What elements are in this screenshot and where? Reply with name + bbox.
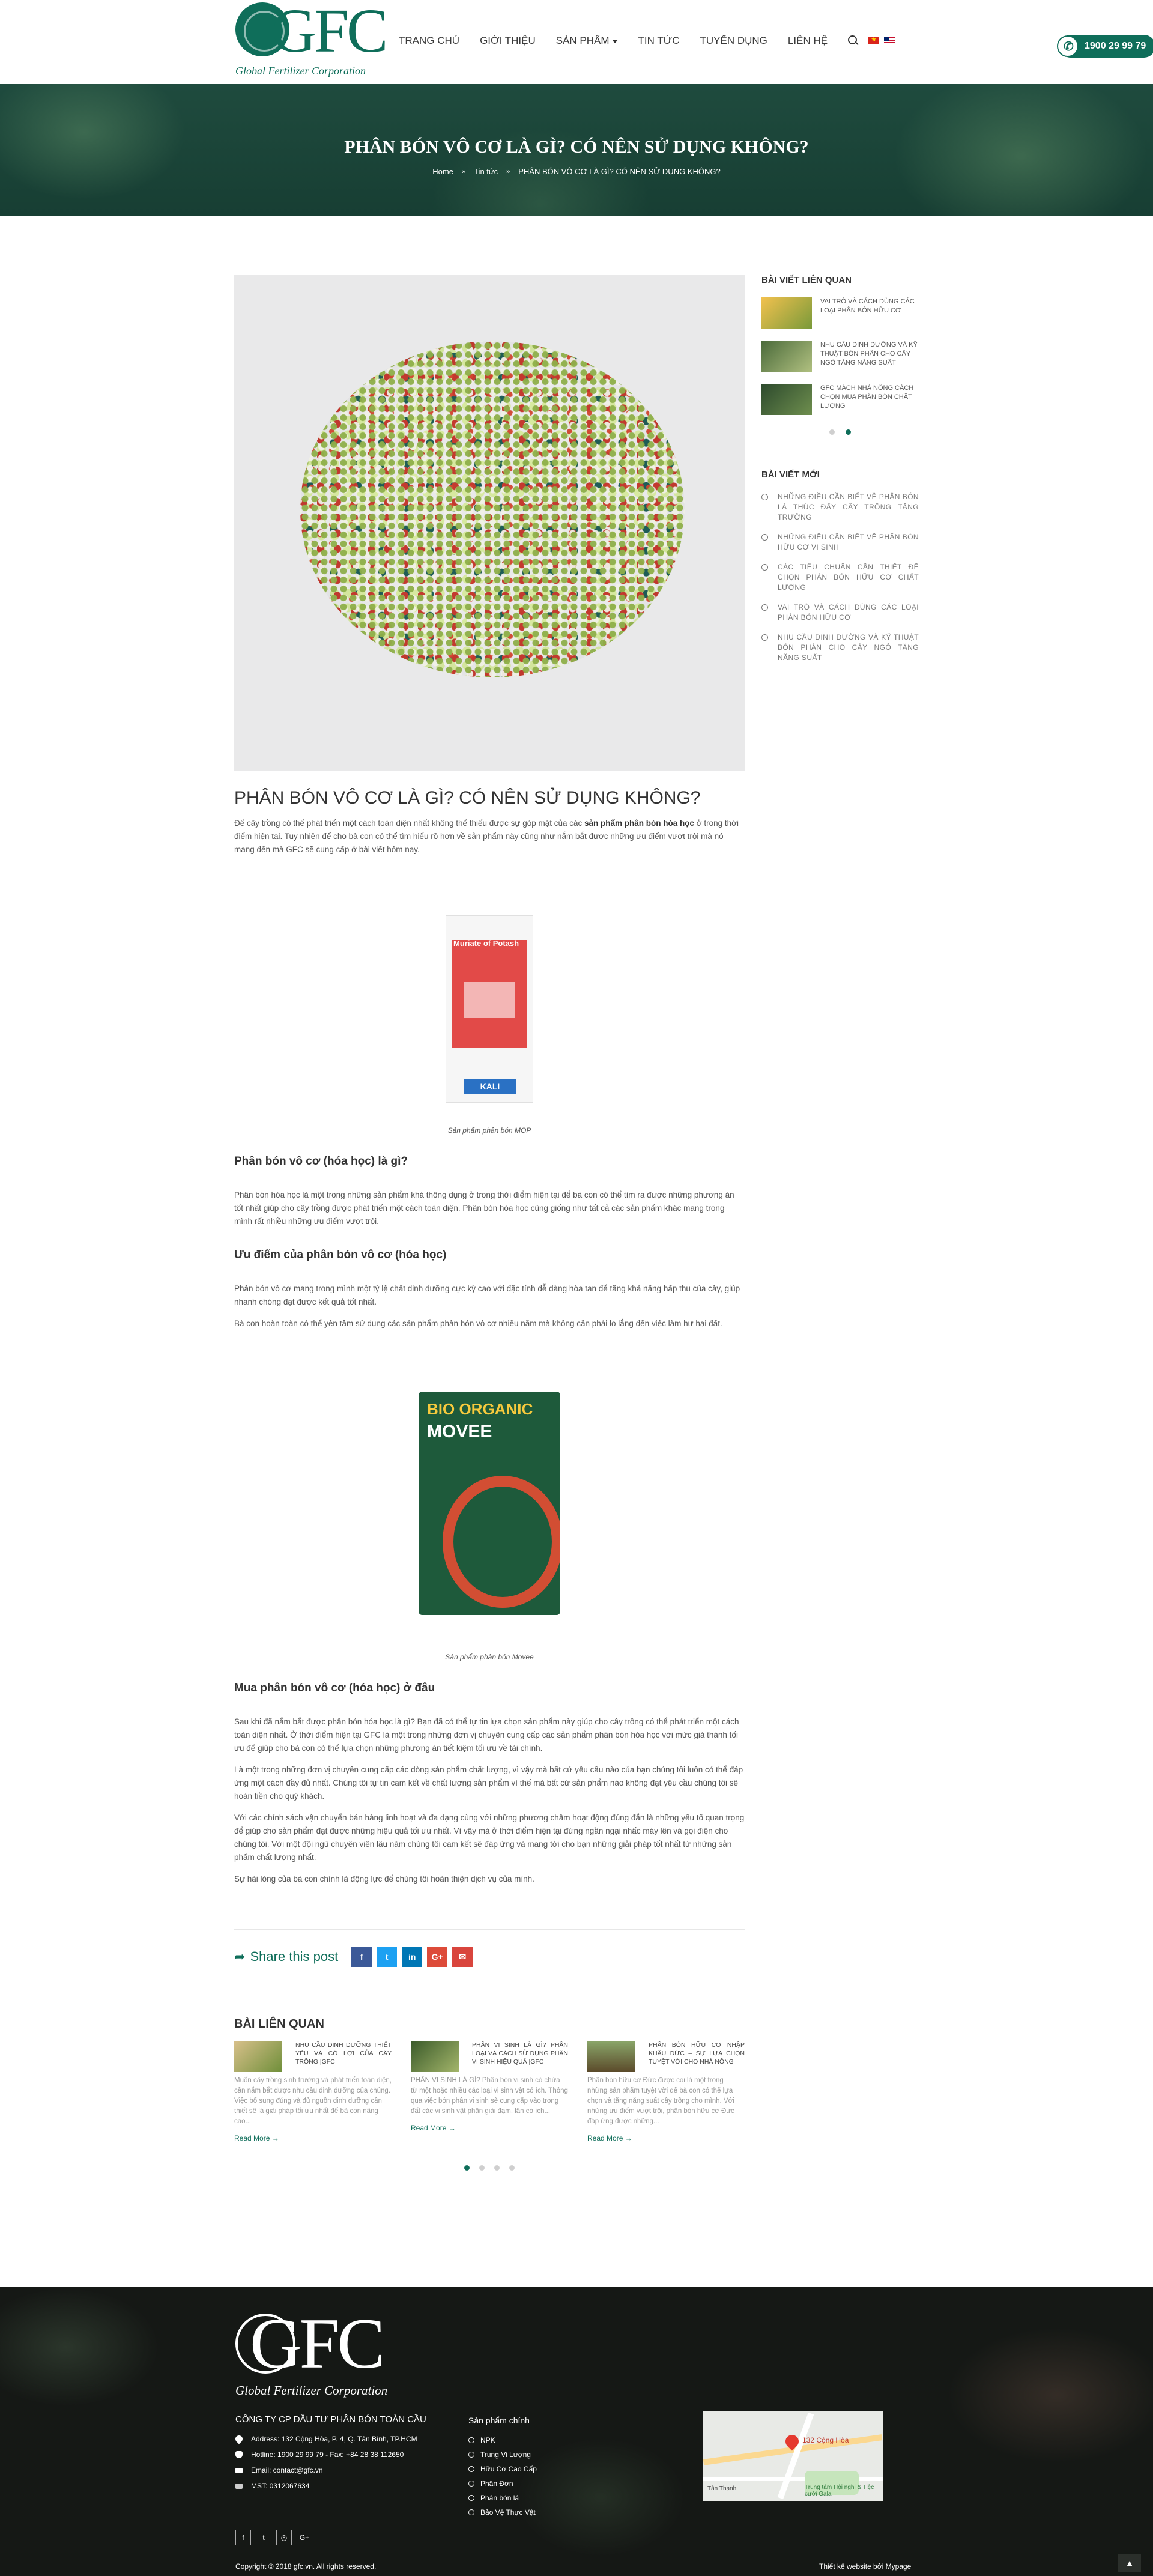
bag-title: BIO ORGANIC [427,1400,533,1418]
sidebar-new-list [761,492,919,663]
google-share-button[interactable]: G+ [427,1947,447,1967]
footer-products-title: Sản phẩm chính [468,2416,530,2425]
flag-vietnam-icon[interactable] [868,37,879,44]
related-post-title[interactable]: NHU CẦU DINH DƯỠNG THIẾT YẾU VÀ CÓ LỢI CỦA CÂY TRỒNG |GFC [295,2041,392,2065]
related-posts [234,2041,745,2142]
hotline-number: 1900 29 99 79 [1085,41,1146,51]
share-label: Share this post [250,1949,339,1964]
bag-label: Muriate of Potash [453,939,519,948]
paragraph: Với các chính sách vận chuyển bán hàng linh hoạt và đa dạng cùng với những phương châm hoạt động đúng đắn là những yếu tố quan trọng để giúp cho sản phẩm đạt được những hiệu quả tối ưu nhất. Vì vậy mà ở thời điểm hiện tại đừng ngần ngại nhấc máy lên và gọi điện cho chúng tôi. Với một đội ngũ chuyên viên lâu năm chúng tôi cam kết sẽ đáp ứng và mang tới cho bạn những giải pháp tốt nhất từ những sản phẩm chất lượng nhất. [234,1813,745,1862]
flag-english-icon[interactable] [884,37,895,44]
hotline-button[interactable] [1059,35,1153,58]
footer-product-link[interactable]: Trung Vi Lượng [480,2450,531,2459]
site-header [0,0,1153,84]
paragraph: Là một trong những đơn vị chuyên cung cấp các dòng sản phẩm chất lượng, vì vậy mà bất cứ yêu cầu nào của bạn chúng tôi luôn có thể đáp ứng một cách đầy đủ nhất. Chúng tôi tự tin cam kết về chất lượng sản phẩm vì thế mà bất cứ sản phẩm nào không đạt yêu cầu chúng tôi sẽ hoàn tiền cho quý khách. [234,1765,743,1801]
bag-band [443,1476,560,1608]
sidebar-new-link[interactable]: VAI TRÒ VÀ CÁCH DÙNG CÁC LOẠI PHÂN BÓN HỮU CƠ [778,603,919,622]
article-intro: Để cây trồng có thể phát triển một cách toàn diện nhất không thể thiếu được sự góp mặt của các sản phẩm phân bón hóa học ở trong thời điểm hiện tại. Tuy nhiên để cho bà con có thể tìm hiểu rõ hơn về sản phẩm này cũng như nắm bắt được những ưu điểm vượt trội mà nó mang đến mà GFC sẽ cung cấp ở bài viết hôm nay. [234,819,739,854]
sidebar-carousel-dots [761,429,919,435]
circle-bullet-icon [468,2452,474,2458]
article-title: PHÂN BÓN VÔ CƠ LÀ GÌ? CÓ NÊN SỬ DỤNG KHÔNG? [234,788,701,808]
footer-product-link[interactable]: NPK [480,2436,495,2444]
breadcrumb-current: PHÂN BÓN VÔ CƠ LÀ GÌ? CÓ NÊN SỬ DỤNG KHÔNG? [518,167,721,176]
footer-product-link[interactable]: Phân Đơn [480,2479,513,2488]
figure-mop [234,879,745,1135]
linkedin-share-button[interactable]: in [402,1947,422,1967]
map-pin-label: 132 Cộng Hòa [802,2436,849,2444]
related-carousel-dots [234,2165,745,2171]
article [234,275,745,2171]
logo-caption: Global Fertilizer Corporation [235,65,366,77]
related-post-thumbnail[interactable] [411,2041,459,2072]
footer-logo-text: GFC [250,2303,383,2383]
search-icon[interactable] [848,35,859,46]
nav-careers[interactable]: TUYỂN DỤNG [700,35,767,46]
sidebar-new-item[interactable] [761,492,919,523]
nav-about[interactable]: GIỚI THIỆU [480,35,536,46]
read-more-link[interactable]: Read More → [411,2124,456,2132]
section-heading: Mua phân bón vô cơ (hóa học) ở đâu [234,1682,435,1694]
movee-bag-image [419,1392,560,1615]
sidebar-related-title: BÀI VIẾT LIÊN QUAN [761,275,852,285]
footer-company-name: CÔNG TY CP ĐẦU TƯ PHÂN BÓN TOÀN CẦU [235,2414,426,2425]
footer-logo-caption: Global Fertilizer Corporation [235,2383,388,2398]
related-post-title[interactable]: PHÂN BÓN HỮU CƠ NHẬP KHẨU ĐỨC – SỰ LỰA CHỌN TUYỆT VỜI CHO NHÀ NÔNG [649,2041,745,2065]
breadcrumb-separator-icon: » [506,168,510,175]
paragraph: Bà con hoàn toàn có thể yên tâm sử dụng các sản phẩm phân bón vô cơ nhiều năm mà không cần phải lo lắng đến việc làm hư hại đất. [234,1319,722,1328]
nav-news[interactable]: TIN TỨC [638,35,680,46]
sidebar-new-item[interactable] [761,532,919,553]
google-plus-icon[interactable]: G+ [297,2530,312,2545]
sidebar-related-item[interactable] [761,341,919,372]
related-post-excerpt: Phân bón hữu cơ Đức được coi là một trong những sản phẩm tuyệt vời để bà con có thể lựa chọn và tăng năng suất cây trồng cho mình. Với những ưu điểm vượt trội, phân bón hữu cơ Đức đáp ứng được những... [587,2077,734,2125]
footer-social [235,2530,312,2545]
twitter-share-button[interactable]: t [377,1947,397,1967]
circle-bullet-icon [468,2509,474,2515]
sidebar-new-link[interactable]: NHỮNG ĐIỀU CẦN BIẾT VỀ PHÂN BÓN LÁ THÚC ĐẨY CÂY TRỒNG TĂNG TRƯỞNG [778,492,919,521]
share-icon: ➦ [234,1949,246,1964]
site-footer [0,2287,1153,2576]
share-bar [234,1947,745,1967]
figure-caption: Sản phẩm phân bón MOP [447,1126,531,1135]
circle-bullet-icon [761,634,768,641]
footer-hotline[interactable]: Hotline: 1900 29 99 79 - Fax: +84 28 38 112650 [251,2450,404,2459]
nav-contact[interactable]: LIÊN HỆ [787,35,828,46]
chevron-down-icon [612,40,618,43]
related-post-card [587,2041,745,2142]
footer-tax-id: MST: 0312067634 [251,2482,310,2490]
article-hero-image [234,275,745,771]
sidebar-related-item[interactable] [761,384,919,415]
footer-contact-info [235,2435,428,2497]
logo-text: GFC [271,0,386,65]
bag-brand: KALI [464,1079,516,1094]
sidebar [761,275,919,673]
related-post-card [234,2041,392,2142]
twitter-icon[interactable]: t [256,2530,271,2545]
main-nav [399,35,900,47]
footer-logo[interactable] [235,2303,416,2398]
sidebar-new-link[interactable]: CÁC TIÊU CHUẨN CẦN THIẾT ĐỂ CHỌN PHÂN BÓN HỮU CƠ CHẤT LƯỢNG [778,563,919,592]
designer-credit[interactable]: Thiết kế website bởi Mypage [819,2562,912,2571]
breadcrumb [0,167,1153,176]
circle-bullet-icon [468,2437,474,2443]
sidebar-new-item[interactable] [761,632,919,663]
fertilizer-granules-image [300,341,685,677]
sidebar-new-item[interactable] [761,562,919,593]
breadcrumb-home[interactable]: Home [432,167,453,176]
email-share-button[interactable]: ✉ [452,1947,473,1967]
circle-bullet-icon [468,2481,474,2487]
carousel-dot[interactable] [829,429,835,435]
related-post-thumbnail[interactable] [234,2041,282,2072]
bag-subtitle: MOVEE [427,1422,492,1441]
circle-bullet-icon [761,534,768,541]
paragraph: Phân bón hóa học là một trong những sản phẩm khá thông dụng ở trong thời điểm hiện tại để bà con có thể tìm ra được những phương án tốt nhất giúp cho cây trồng được phát triển một cách toàn diện. Phân bón hóa học cũng giống như tất cả các sản phẩm khác mang trong mình rất nhiều những ưu điểm vượt trội. [234,1190,734,1226]
phone-icon [235,2451,243,2458]
nav-products[interactable] [556,35,618,47]
related-post-thumbnail[interactable] [587,2041,635,2072]
page-banner [0,84,1153,216]
back-to-top-button[interactable]: ▲ [1118,2554,1141,2572]
footer-products-list [468,2436,537,2523]
divider [234,1929,745,1930]
sidebar-related-item[interactable] [761,297,919,329]
footer-product-link[interactable]: Bảo Vệ Thực Vật [480,2508,536,2517]
carousel-dot[interactable] [464,2165,470,2171]
breadcrumb-news[interactable]: Tin tức [474,167,498,176]
phone-icon [1057,35,1079,57]
breadcrumb-separator-icon: » [461,168,466,175]
sidebar-related-link[interactable]: GFC MÁCH NHÀ NÔNG CÁCH CHỌN MUA PHÂN BÓN CHẤT LƯỢNG [820,384,914,410]
sidebar-new-item[interactable] [761,602,919,623]
facebook-icon[interactable]: f [235,2530,251,2545]
intro-highlight[interactable]: sản phẩm phân bón hóa học [584,819,695,828]
facebook-share-button[interactable]: f [351,1947,372,1967]
circle-bullet-icon [468,2495,474,2501]
footer-product-link[interactable]: Hữu Cơ Cao Cấp [480,2465,537,2473]
section-heading: Ưu điểm của phân bón vô cơ (hóa học) [234,1249,447,1261]
related-post-excerpt: Muốn cây trồng sinh trưởng và phát triển toàn diện, cần nắm bắt được nhu cầu dinh dưỡng của chúng. Việc bổ sung đúng và đủ nguồn dinh dưỡng cần thiết sẽ là giải pháp tối ưu nhất để bà con nâng cao... [234,2077,392,2125]
sidebar-new-title: BÀI VIẾT MỚI [761,470,820,480]
footer-address: Address: 132 Cộng Hòa, P. 4, Q. Tân Bình, TP.HCM [251,2435,417,2443]
nav-products-label: SẢN PHẨM [555,35,610,46]
footer-email[interactable]: Email: contact@gfc.vn [251,2466,323,2474]
map-label: Trung tâm Hội nghị & Tiệc cưới Gala [805,2484,874,2497]
copyright: Copyright © 2018 gfc.vn. All rights reserved. [235,2562,377,2571]
envelope-icon [235,2468,243,2473]
related-posts-title: BÀI LIÊN QUAN [234,2017,324,2031]
figure-caption: Sản phẩm phân bón Movee [445,1653,534,1661]
read-more-link[interactable]: Read More → [587,2134,632,2142]
sidebar-new-link[interactable]: NHU CẦU DINH DƯỠNG VÀ KỸ THUẬT BÓN PHÂN CHO CÂY NGÔ TĂNG NĂNG SUẤT [778,633,919,662]
map-label: Tân Thạnh [707,2485,737,2492]
sidebar-thumbnail[interactable] [761,297,812,329]
footer-map[interactable] [703,2411,883,2501]
circle-bullet-icon [761,564,768,571]
nav-home[interactable]: TRANG CHỦ [399,35,460,46]
related-post-excerpt: PHÂN VI SINH LÀ GÌ? Phân bón vi sinh có chứa từ một hoặc nhiều các loại vi sinh vật có ích. Thông qua việc bón phân vi sinh sẽ cung cấp vào trong đất các vi sinh vật phân giải đạm, lân có ích... [411,2077,568,2115]
page-title: PHÂN BÓN VÔ CƠ LÀ GÌ? CÓ NÊN SỬ DỤNG KHÔNG? [344,137,809,157]
related-post-card [411,2041,568,2142]
site-logo[interactable] [235,2,386,79]
bag-band [452,940,527,1048]
sidebar-thumbnail[interactable] [761,384,812,415]
id-card-icon [235,2484,243,2489]
circle-bullet-icon [468,2466,474,2472]
carousel-dot[interactable] [479,2165,485,2171]
mop-bag-image [446,915,533,1103]
paragraph: Sau khi đã nắm bắt được phân bón hóa học là gì? Bạn đã có thể tự tin lựa chọn sản phẩm này giúp cho cây trồng có thể phát triển một cách toàn diện nhất. Ở thời điểm hiện tại GFC là một trong những đơn vị chuyên cung cấp các sản phẩm phân bón hóa học với mức giá thành tối ưu để giúp cho bà con có thể lựa chọn những phương án tiết kiệm tối ưu về tài chính. [234,1717,739,1753]
sidebar-related-link[interactable]: VAI TRÒ VÀ CÁCH DÙNG CÁC LOẠI PHÂN BÓN HỮU CƠ [820,298,915,314]
circle-bullet-icon [761,604,768,611]
sidebar-new-link[interactable]: NHỮNG ĐIỀU CẦN BIẾT VỀ PHÂN BÓN HỮU CƠ VI SINH [778,533,919,551]
sidebar-related-link[interactable]: NHU CẦU DINH DƯỠNG VÀ KỸ THUẬT BÓN PHÂN CHO CÂY NGÔ TĂNG NĂNG SUẤT [820,341,918,366]
circle-bullet-icon [761,494,768,500]
related-post-title[interactable]: PHÂN VI SINH LÀ GÌ? PHÂN LOẠI VÀ CÁCH SỬ DỤNG PHÂN VI SINH HIỆU QUẢ |GFC [472,2041,568,2065]
instagram-icon[interactable]: ◎ [276,2530,292,2545]
read-more-link[interactable]: Read More → [234,2134,279,2142]
map-pin-icon [234,2434,244,2444]
figure-movee [234,1353,745,1661]
paragraph: Phân bón vô cơ mang trong mình một tỷ lệ chất dinh dưỡng cực kỳ cao với đặc tính dễ dàng hòa tan để tăng khả năng hấp thu của cây, giúp nhanh chóng đạt được kết quả tốt nhất. [234,1284,740,1306]
carousel-dot[interactable] [846,429,851,435]
carousel-dot[interactable] [509,2165,515,2171]
carousel-dot[interactable] [494,2165,500,2171]
sidebar-thumbnail[interactable] [761,341,812,372]
footer-product-link[interactable]: Phân bón lá [480,2494,519,2502]
section-heading: Phân bón vô cơ (hóa học) là gì? [234,1155,408,1168]
paragraph: Sự hài lòng của bà con chính là động lực để chúng tôi hoàn thiện dịch vụ của mình. [234,1874,534,1884]
